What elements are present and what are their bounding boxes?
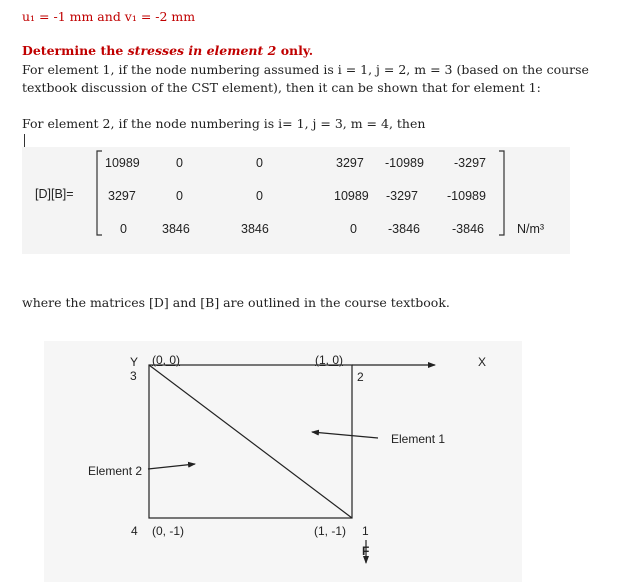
mesh-diagonal [149,365,352,518]
node-1-number: 1 [362,524,369,538]
displacement-values: u₁ = -1 mm and v₁ = -2 mm [22,9,196,24]
node-3-coord: (0, 0) [152,353,181,367]
node-2-number: 2 [357,370,364,384]
matrix-cell-r2c4: 10989 [334,189,369,203]
matrix-cell-r2c1: 3297 [108,189,136,203]
matrix-cell-r3c5: -3846 [388,222,420,236]
matrix-cell-r1c1: 10989 [105,156,140,170]
element2-arrow [148,464,195,469]
matrix-cell-r3c2: 3846 [162,222,190,236]
task-line-1: For element 1, if the node numbering assumed is i = 1, j = 2, m = 3 (based on the course [22,62,589,77]
matrix-units: N/m³ [517,222,545,236]
matrices-note: where the matrices [D] and [B] are outlined in the course textbook. [22,295,450,310]
node-4-number: 4 [131,524,138,538]
matrix-cell-r2c6: -10989 [447,189,486,203]
x-axis-label: X [478,355,487,369]
matrix-cell-r2c5: -3297 [386,189,418,203]
matrix-cell-r1c6: -3297 [454,156,486,170]
matrix-label: [D][B]= [35,187,74,201]
heading-italic: stresses in element 2 [127,43,277,58]
matrix-cell-r3c6: -3846 [452,222,484,236]
task-line-2: textbook discussion of the CST element), then it can be shown that for element 1: [22,80,541,95]
element1-label: Element 1 [391,432,446,446]
y-axis-label: Y [130,355,139,369]
matrix-cell-r1c2: 0 [176,156,183,170]
node-3-number: 3 [130,369,137,383]
matrix-cell-r3c1: 0 [120,222,127,236]
matrix-cell-r3c3: 3846 [241,222,269,236]
matrix-cell-r2c2: 0 [176,189,183,203]
node-1-coord: (1, -1) [314,524,347,538]
force-label: F [362,544,370,558]
matrix-cell-r1c3: 0 [256,156,263,170]
matrix-cell-r1c5: -10989 [385,156,424,170]
element1-arrow [312,432,378,438]
heading-suffix: only. [276,43,314,58]
matrix-cell-r2c3: 0 [256,189,263,203]
matrix-cell-r1c4: 3297 [336,156,364,170]
element2-label: Element 2 [88,464,143,478]
element2-intro: For element 2, if the node numbering is i= 1, j = 3, m = 4, then [22,116,426,131]
node-2-coord: (1, 0) [315,353,344,367]
matrix-cell-r3c4: 0 [350,222,357,236]
node-4-coord: (0, -1) [152,524,185,538]
heading-prefix: Determine the [22,43,128,58]
